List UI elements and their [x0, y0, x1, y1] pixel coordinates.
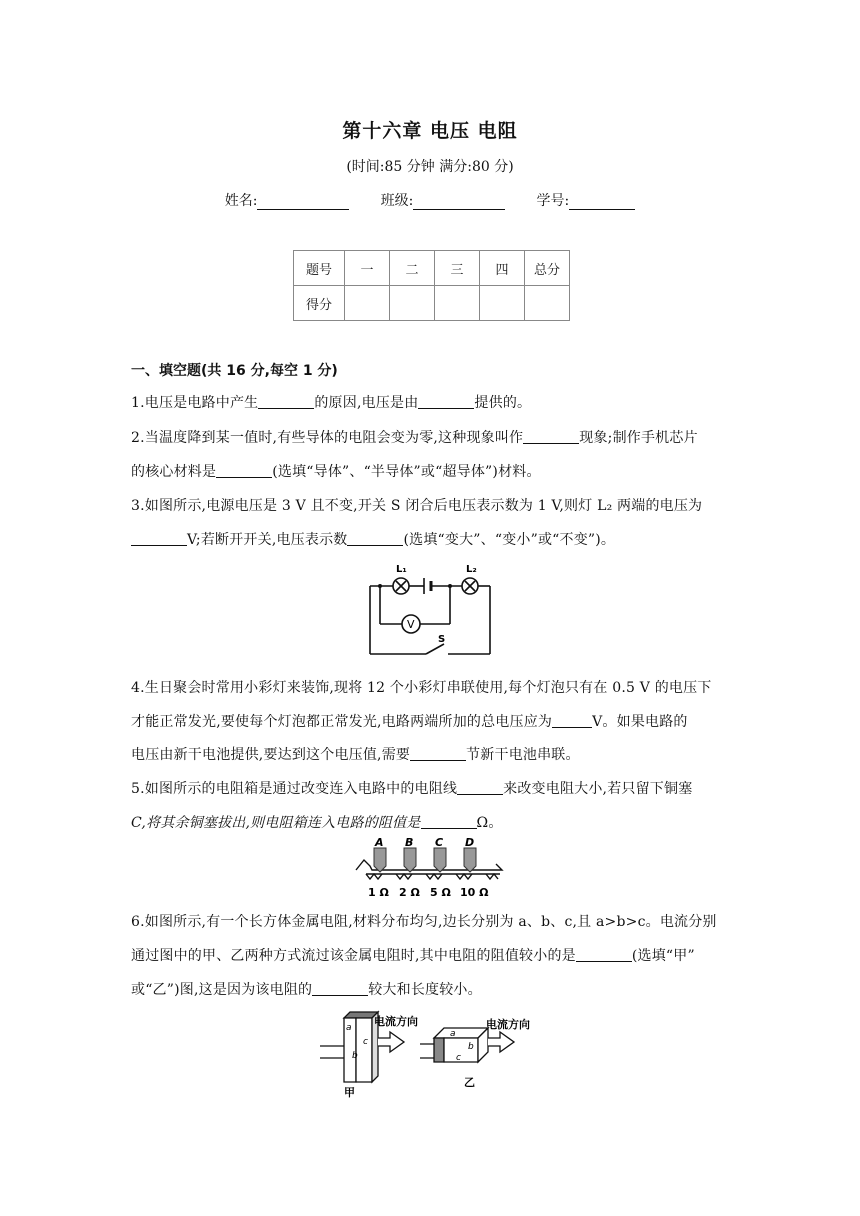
answer-blank[interactable] [258, 394, 314, 409]
score-row [294, 286, 570, 321]
id-field[interactable] [569, 195, 635, 210]
edge-label-a: a [450, 1029, 456, 1039]
score-cell[interactable] [525, 286, 570, 321]
edge-label-b: b [468, 1042, 474, 1052]
junction-dot [378, 584, 382, 588]
q-text: 1.电压是电路中产生 [131, 395, 259, 411]
q-text: V;若断开开关,电压表示数 [187, 532, 348, 548]
edge-label-c: c [363, 1037, 368, 1047]
q-text: 电压由新干电池提供,要达到这个电压值,需要 [131, 747, 411, 763]
q-text: Ω。 [476, 815, 503, 831]
table-cell: 三 [435, 251, 480, 286]
q-text: 或“乙”)图,这是因为该电阻的 [131, 982, 313, 998]
page-subtitle: (时间:85 分钟 满分:80 分) [346, 159, 514, 175]
q-text: 的原因,电压是由 [314, 395, 419, 411]
table-cell: 四 [480, 251, 525, 286]
score-cell[interactable] [345, 286, 390, 321]
figure-yi-label: 乙 [464, 1076, 475, 1089]
question-6-line-3 [131, 980, 731, 1000]
question-5-line-1 [131, 779, 731, 799]
question-4-line-1: 4.生日聚会时常用小彩灯来装饰,现将 12 个小彩灯串联使用,每个灯泡只有在 0.5 V 的电压下 [131, 680, 712, 696]
q-text: 通过图中的甲、乙两种方式流过该金属电阻时,其中电阻的阻值较小的是 [131, 948, 576, 964]
edge-label-a: a [346, 1023, 352, 1033]
lamp-l2-label: L₂ [466, 564, 477, 575]
plug-label: A [375, 836, 384, 849]
current-direction-label: 电流方向 [486, 1018, 530, 1031]
plug-d[interactable] [464, 848, 476, 872]
plug-b[interactable] [404, 848, 416, 872]
score-header-row [294, 251, 570, 286]
q-text: 5.如图所示的电阻箱是通过改变连入电路中的电阻线 [131, 781, 458, 797]
question-4-line-3 [131, 745, 731, 765]
q-text: 的核心材料是 [131, 464, 217, 480]
student-info [0, 190, 860, 210]
circuit-figure [360, 560, 500, 660]
table-cell: 题号 [294, 251, 345, 286]
class-field[interactable] [413, 195, 505, 210]
answer-blank[interactable] [576, 947, 632, 962]
plug-label: B [405, 836, 414, 849]
answer-blank[interactable] [523, 429, 579, 444]
answer-blank[interactable] [457, 780, 503, 795]
question-1 [131, 393, 731, 413]
answer-blank[interactable] [421, 814, 477, 829]
plug-label: D [465, 836, 475, 849]
question-3-line-2 [131, 530, 731, 550]
question-3-line-1: 3.如图所示,电源电压是 3 V 且不变,开关 S 闭合后电压表示数为 1 V,则灯 L₂ 两端的电压为 [131, 498, 703, 514]
resistor-value: 1 Ω [368, 886, 389, 899]
name-label: 姓名: [224, 193, 258, 209]
table-cell: 一 [345, 251, 390, 286]
q-text: (选填“变大”、“变小”或“不变”)。 [403, 532, 616, 548]
q-text: 才能正常发光,要使每个灯泡都正常发光,电路两端所加的总电压应为 [131, 714, 553, 730]
score-cell[interactable] [435, 286, 480, 321]
page-title: 第十六章 电压 电阻 [342, 120, 518, 142]
answer-blank[interactable] [347, 531, 403, 546]
score-cell[interactable] [480, 286, 525, 321]
resistor-value: 2 Ω [399, 886, 420, 899]
q-text: 现象;制作手机芯片 [579, 430, 698, 446]
current-direction-label: 电流方向 [374, 1015, 418, 1028]
q-text: 提供的。 [474, 395, 532, 411]
arrow-out-jia [378, 1032, 404, 1052]
block-left-yi [434, 1038, 444, 1062]
question-2-line-1 [131, 428, 731, 448]
answer-blank[interactable] [216, 463, 272, 478]
id-label: 学号: [536, 193, 570, 209]
q-text: 节新干电池串联。 [466, 747, 580, 763]
block-front-jia [356, 1018, 372, 1082]
table-cell: 得分 [294, 286, 345, 321]
table-cell: 总分 [525, 251, 570, 286]
question-6-line-2 [131, 946, 731, 966]
answer-blank[interactable] [552, 713, 592, 728]
question-5-line-2 [131, 813, 731, 833]
q-text: 较大和长度较小。 [368, 982, 482, 998]
plug-c[interactable] [434, 848, 446, 872]
answer-blank[interactable] [131, 531, 187, 546]
question-6-line-1: 6.如图所示,有一个长方体金属电阻,材料分布均匀,边长分别为 a、b、c,且 a>b>c。电流分别 [131, 914, 717, 930]
junction-dot [448, 584, 452, 588]
q-text: C,将其余铜塞拔出,则电阻箱连入电路的阻值是 [131, 815, 421, 831]
voltmeter-label: V [407, 618, 415, 631]
plug-label: C [435, 836, 444, 849]
lamp-l1-label: L₁ [396, 564, 407, 575]
score-table [293, 250, 570, 321]
question-4-line-2 [131, 712, 731, 732]
answer-blank[interactable] [312, 981, 368, 996]
q-text: 来改变电阻大小,若只留下铜塞 [503, 781, 693, 797]
edge-label-b: b [352, 1051, 358, 1061]
section-heading: 一、填空题(共 16 分,每空 1 分) [131, 363, 338, 379]
name-field[interactable] [257, 195, 349, 210]
score-cell[interactable] [390, 286, 435, 321]
table-cell: 二 [390, 251, 435, 286]
resistor-value: 5 Ω [430, 886, 451, 899]
q-text: (选填“甲” [631, 948, 695, 964]
q-text: V。如果电路的 [592, 714, 688, 730]
switch-label: S [438, 634, 446, 645]
edge-label-c: c [456, 1053, 461, 1063]
resistance-box-figure [352, 836, 508, 900]
resistor-value: 10 Ω [460, 886, 489, 899]
q-text: (选填“导体”、“半导体”或“超导体”)材料。 [272, 464, 541, 480]
class-label: 班级: [380, 193, 414, 209]
q-text: 2.当温度降到某一值时,有些导体的电阻会变为零,这种现象叫作 [131, 430, 524, 446]
plug-a[interactable] [374, 848, 386, 872]
figure-jia-label: 甲 [344, 1086, 355, 1098]
metal-block-figure [316, 1008, 546, 1098]
answer-blank[interactable] [418, 394, 474, 409]
arrow-out-yi [488, 1032, 514, 1052]
answer-blank[interactable] [410, 746, 466, 761]
question-2-line-2 [131, 462, 731, 482]
